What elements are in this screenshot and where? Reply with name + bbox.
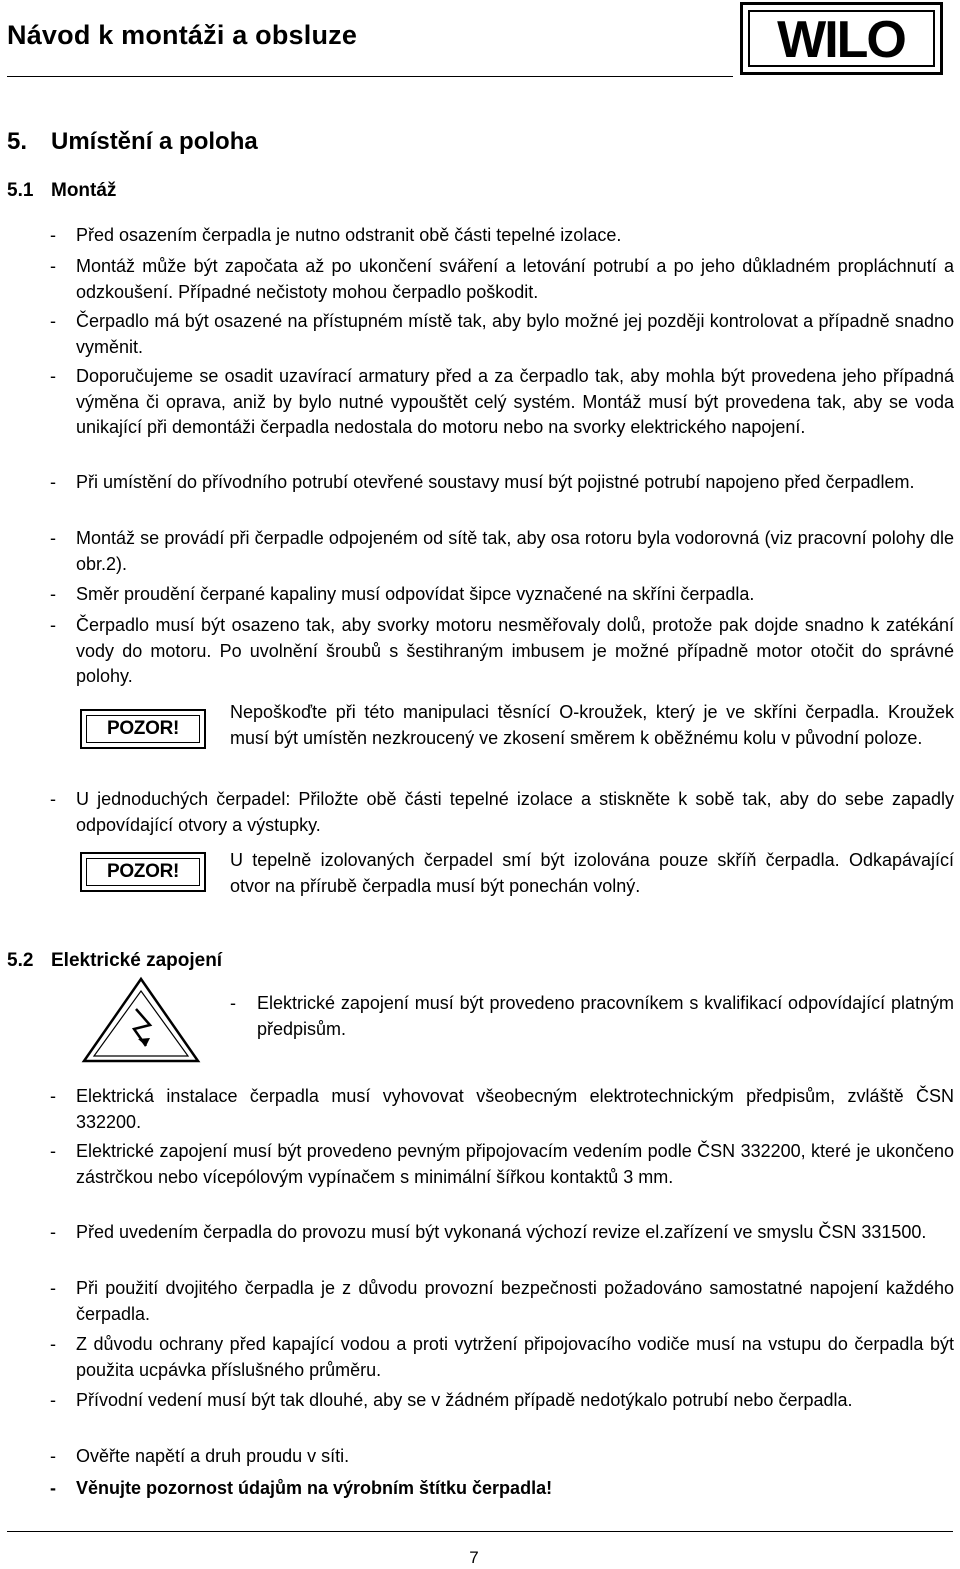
bullet-dash: - [50,789,56,809]
list-item-text: Montáž může být započata až po ukončení sváření a letování potrubí a po jeho důkladném propláchnutí a odzkoušení. Případné nečistoty mohou čerpadlo poškodit. [76,256,954,302]
list-item [50,364,954,441]
bullet-dash: - [50,528,56,548]
section-5-heading [7,128,258,156]
document-title: Návod k montáži a obsluze [7,20,358,50]
header-divider [7,76,733,77]
list-item-text: Elektrická instalace čerpadla musí vyhovovat všeobecným elektrotechnickým předpisům, zvláště ČSN 332200. [76,1086,954,1132]
caution-badge [80,709,206,749]
caution-badge [80,852,206,892]
list-item-text: Čerpadlo musí být osazeno tak, aby svorky motoru nesměřovaly dolů, protože pak dojde snadno k zatékání vody do motoru. Po uvolnění šroubů s šestihraným imbusem je možné případně motor otočit do správné polohy. [76,615,954,686]
list-item [50,1332,954,1383]
list-item [50,1220,954,1246]
bullet-dash: - [50,1390,56,1410]
footer-divider [7,1531,953,1532]
list-item-text: Přívodní vedení musí být tak dlouhé, aby se v žádném případě nedotýkalo potrubí nebo čerpadla. [76,1390,853,1410]
list-item-text: U jednoduchých čerpadel: Přiložte obě části tepelné izolace a stiskněte k sobě tak, aby do sebe zapadly odpovídající otvory a výstupky. [76,789,954,835]
bullet-dash: - [50,1334,56,1354]
list-item-text: Před osazením čerpadla je nutno odstranit obě části tepelné izolace. [76,225,622,245]
list-item [50,1444,954,1470]
list-item [50,223,954,249]
bullet-dash: - [50,584,56,604]
list-item-text: Doporučujeme se osadit uzavírací armatury před a za čerpadlo tak, aby mohla být provedena jeho případná výměna či oprava, aniž by bylo nutné vypouštět celý systém. Montáž musí být provedena tak, aby se voda unikající při demontáži čerpadla nedostala do motoru nebo na svorky elektrického napojení. [76,366,954,437]
list-item-text: Čerpadlo má být osazené na přístupném místě tak, aby bylo možné jej později kontrolovat a případně snadno vyměnit. [76,311,954,357]
list-item [50,1276,954,1327]
wilo-logo [740,2,943,75]
list-item [50,309,954,360]
bullet-dash: - [50,1478,56,1498]
bullet-dash: - [50,256,56,276]
list-item-text: Elektrické zapojení musí být provedeno pevným připojovacím vedením podle ČSN 332200, které je ukončeno zástrčkou nebo vícepólovým vypínačem s minimální šířkou kontaktů 3 mm. [76,1141,954,1187]
list-item [50,1139,954,1190]
bullet-dash: - [50,1141,56,1161]
caution-label: POZOR! [106,861,180,882]
list-item [50,1084,954,1135]
section-5-1-heading [7,180,116,202]
section-5-2-heading [7,950,222,972]
bullet-dash: - [50,472,56,492]
section-number: 5.1 [7,180,34,201]
list-item [50,526,954,577]
bullet-dash: - [50,1278,56,1298]
list-item-text: Při umístění do přívodního potrubí otevřené soustavy musí být pojistné potrubí napojeno před čerpadlem. [76,472,915,492]
warning-text: Elektrické zapojení musí být provedeno pracovníkem s kvalifikací odpovídající platným předpisům. [257,993,954,1039]
bullet-dash: - [50,615,56,635]
list-item [50,470,954,496]
list-item [50,582,954,608]
section-title: Elektrické zapojení [51,950,223,971]
bullet-dash: - [50,225,56,245]
list-item [50,254,954,305]
list-item [50,787,954,838]
list-item-emphasis [50,1476,954,1502]
bullet-dash: - [50,311,56,331]
list-item-text: Z důvodu ochrany před kapající vodou a proti vytržení připojovacího vodiče musí na vstupu do čerpadla být použita ucpávka příslušného průměru. [76,1334,954,1380]
logo-wordmark: WILO [777,11,905,69]
list-item-text: Směr proudění čerpané kapaliny musí odpovídat šipce vyznačené na skříni čerpadla. [76,584,755,604]
list-item-text: Před uvedením čerpadla do provozu musí být vykonaná výchozí revize el.zařízení ve smyslu ČSN 331500. [76,1222,927,1242]
list-item [50,1388,954,1414]
page-number: 7 [469,1548,479,1567]
caution-text: Nepoškoďte při této manipulaci těsnící O-kroužek, který je ve skříni čerpadla. Kroužek musí být umístěn nezkroucený ve zkosení směrem k oběžnému kolu v původní poloze. [230,702,954,748]
bullet-dash: - [50,366,56,386]
electrical-hazard-icon [80,975,202,1065]
logo-graphic [743,5,940,72]
section-title: Umístění a poloha [51,128,258,155]
bullet-dash: - [50,1086,56,1106]
section-title: Montáž [51,180,117,201]
caution-text: U tepelně izolovaných čerpadel smí být izolována pouze skříň čerpadla. Odkapávající otvor na přírubě čerpadla musí být ponechán volný. [230,850,954,896]
bullet-dash: - [50,1222,56,1242]
list-item-text: Ověřte napětí a druh proudu v síti. [76,1446,350,1466]
list-item-text: Při použití dvojitého čerpadla je z důvodu provozní bezpečnosti požadováno samostatné napojení každého čerpadla. [76,1278,954,1324]
section-number: 5.2 [7,950,34,971]
caution-label: POZOR! [106,718,180,739]
electrical-warning [230,991,954,1042]
list-item-text: Montáž se provádí při čerpadle odpojeném od sítě tak, aby osa rotoru byla vodorovná (viz pracovní polohy dle obr.2). [76,528,954,574]
section-number: 5. [7,128,28,155]
list-item-text: Věnujte pozornost údajům na výrobním štítku čerpadla! [76,1478,553,1498]
bullet-dash: - [230,993,236,1013]
bullet-dash: - [50,1446,56,1466]
list-item [50,613,954,690]
